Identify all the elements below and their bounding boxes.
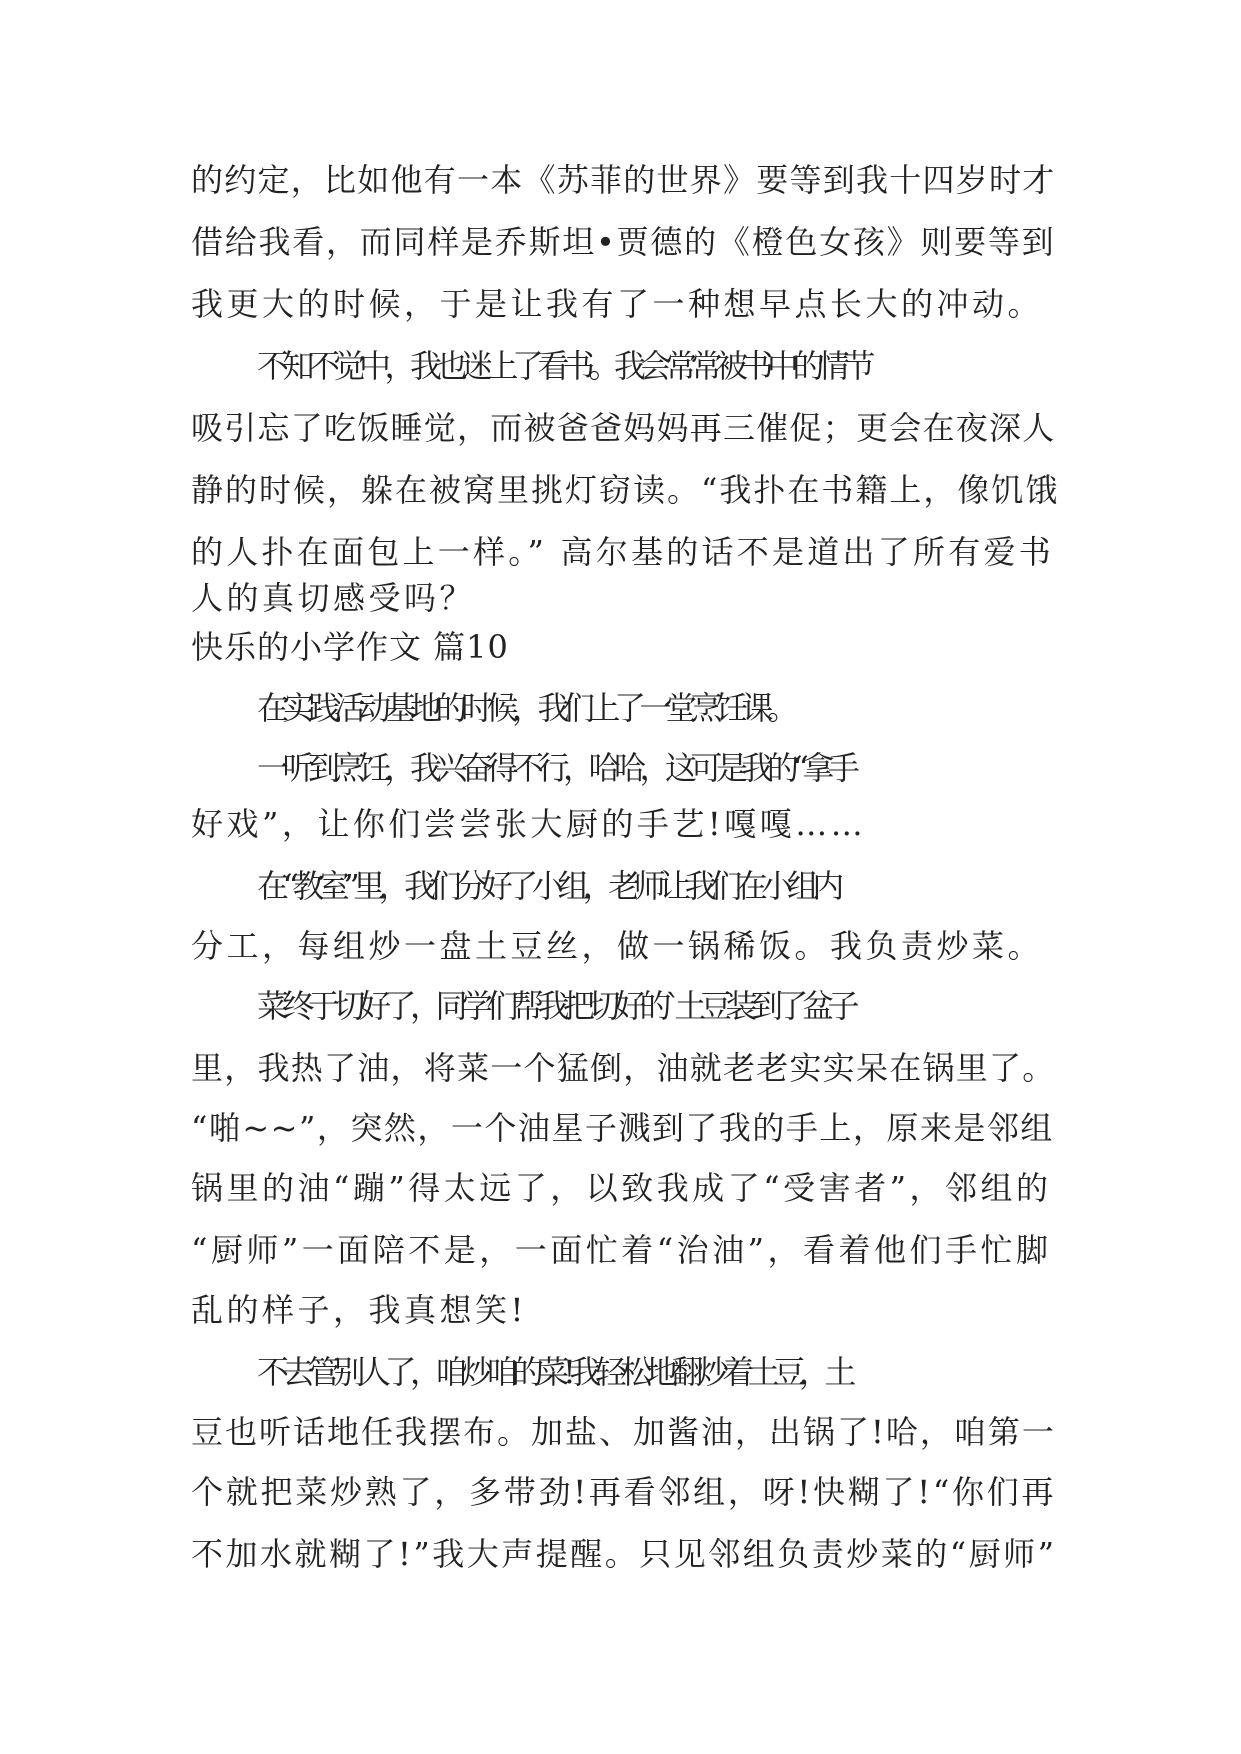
paragraph-start-line: 不去管别人了，咱炒咱的菜!我轻松地翻炒着土豆，土	[257, 1353, 850, 1391]
text-line: 乱的样子，我真想笑!	[191, 1291, 527, 1329]
text-line: 里，我热了油，将菜一个猛倒，油就老老实实呆在锅里了。	[191, 1049, 1056, 1087]
text-line: 个就把菜炒熟了，多带劲!再看邻组，呀!快糊了!“你们再	[191, 1473, 1057, 1511]
text-line: “厨师”一面陪不是，一面忙着“治油”，看着他们手忙脚	[191, 1231, 1052, 1269]
text-line: 人的真切感受吗？	[191, 579, 476, 617]
text-line: 豆也听话地任我摆布。加盐、加酱油，出锅了!哈，咱第一	[191, 1413, 1056, 1451]
paragraph-start-line: 一听到烹饪，我兴奋得不行，哈哈，这可是我的“拿手	[257, 749, 854, 787]
text-line: 锅里的油“蹦”得太远了，以致我成了“受害者”，邻组的	[191, 1169, 1052, 1207]
text-line: 好戏”，让你们尝尝张大厨的手艺!嘎嘎……	[191, 805, 867, 843]
section-heading: 快乐的小学作文 篇10	[191, 628, 509, 666]
text-line: 我更大的时候，于是让我有了一种想早点长大的冲动。	[191, 285, 1044, 323]
text-line: 的人扑在面包上一样。” 高尔基的话不是道出了所有爱书	[191, 533, 1055, 571]
paragraph-start-line: 不知不觉中，我也迷上了看书。我会常常被书中的情节	[257, 347, 870, 385]
text-line: 借给我看，而同样是乔斯坦•贾德的《橙色女孩》则要等到	[191, 223, 1056, 261]
text-line: 静的时候，躲在被窝里挑灯窃读。“我扑在书籍上，像饥饿	[191, 471, 1060, 509]
text-line: 的约定，比如他有一本《苏菲的世界》要等到我十四岁时才	[191, 161, 1056, 199]
paragraph-start-line: 在“教室”里，我们分好了小组，老师让我们在小组内	[257, 867, 838, 905]
text-line: “啪~~”，突然，一个油星子溅到了我的手上，原来是邻组	[191, 1109, 1054, 1147]
text-line: 不加水就糊了!”我大声提醒。只见邻组负责炒菜的“厨师”	[191, 1535, 1057, 1573]
text-line: 吸引忘了吃饭睡觉，而被爸爸妈妈再三催促；更会在夜深人	[191, 409, 1056, 447]
paragraph-start-line: 菜终于切好了，同学们帮我把切好的`土豆装到了盆子	[257, 987, 854, 1025]
paragraph-start-line: 在实践活动基地的时候，我们上了一堂烹饪课。	[257, 689, 793, 727]
text-line: 分工，每组炒一盘土豆丝，做一锅稀饭。我负责炒菜。	[191, 927, 1044, 965]
